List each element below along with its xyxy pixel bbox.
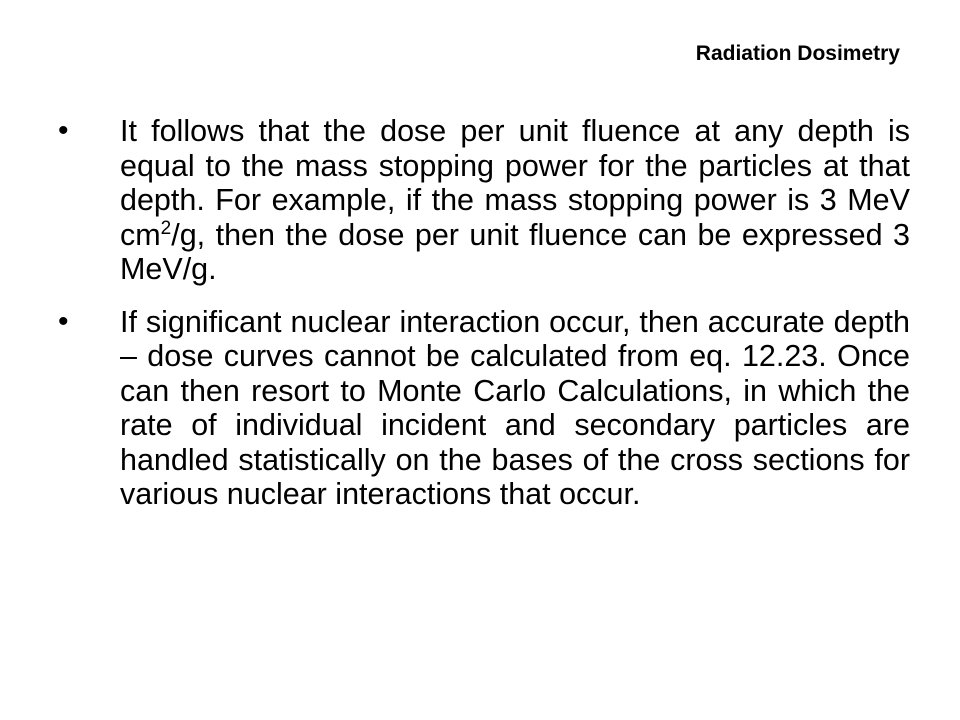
bullet-text-part-before-superscript: It follows that the dose per unit fluence at any depth is equal to the mass stopping power for the particles at that depth. For example, if the mass stopping power is 3 MeV cm [120, 114, 910, 252]
bullet-text: If significant nuclear interaction occur, then accurate depth – dose curves cannot be calculated from eq. 12.23. Once can then resort to Monte Carlo Calculations, in which the rate of individual incident and secondary particles are handled statistically on the bases of the cross sections for various nuclear interactions that occur. [120, 304, 910, 511]
bullet-marker: • [58, 114, 69, 147]
bullet-list [58, 114, 910, 530]
bullet-marker: • [58, 304, 69, 338]
bullet-text-part-after-superscript: /g, then the dose per unit fluence can be expressed 3 MeV/g. [120, 217, 910, 286]
bullet-item [58, 305, 910, 512]
superscript-exponent: 2 [160, 217, 172, 239]
bullet-text [120, 114, 910, 287]
slide-header-title: Radiation Dosimetry [695, 42, 900, 65]
bullet-item [58, 114, 910, 287]
